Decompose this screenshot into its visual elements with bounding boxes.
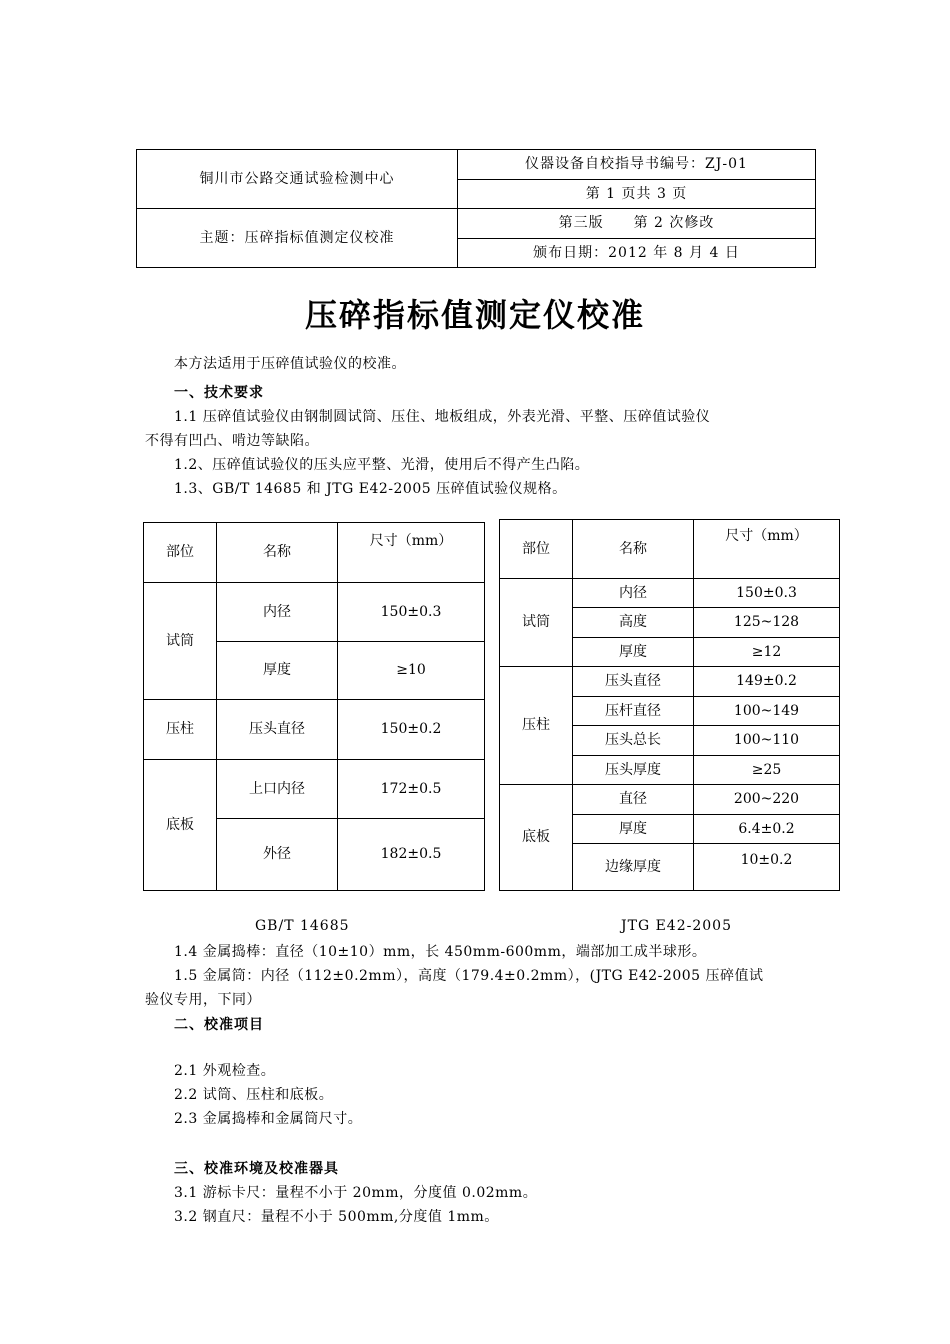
header-table <box>136 149 816 268</box>
page-title: 压碎指标值测定仪校准 <box>304 296 645 334</box>
section1-heading: 一、技术要求 <box>174 385 264 401</box>
table-name-cell: 压头直径 <box>573 667 694 697</box>
table-caption-jtg: JTG E42-2005 <box>621 918 732 934</box>
table-value-cell: 200~220 <box>694 785 840 815</box>
table-header-size: 尺寸（mm） <box>338 523 485 583</box>
table-name-cell: 压头厚度 <box>573 756 694 785</box>
table-part-cell: 底板 <box>500 785 573 891</box>
section3-item: 3.2 钢直尺：量程不小于 500mm,分度值 1mm。 <box>174 1209 499 1225</box>
table-value-cell: 150±0.3 <box>338 583 485 642</box>
table-value-cell: 100~110 <box>694 726 840 756</box>
section3-item: 3.1 游标卡尺：量程不小于 20mm，分度值 0.02mm。 <box>174 1185 538 1201</box>
table-name-cell: 直径 <box>573 785 694 815</box>
table-value-cell: ≥10 <box>338 642 485 700</box>
table-part-cell: 压柱 <box>144 700 217 760</box>
table-value-cell: 149±0.2 <box>694 667 840 697</box>
section2-item: 2.3 金属捣棒和金属筒尺寸。 <box>174 1111 363 1127</box>
table-part-cell: 压柱 <box>500 667 573 785</box>
table-header-name: 名称 <box>573 520 694 579</box>
table-header-name: 名称 <box>217 523 338 583</box>
table-name-cell: 厚度 <box>573 815 694 844</box>
table-part-cell: 试筒 <box>500 579 573 667</box>
table-name-cell: 外径 <box>217 819 338 891</box>
table-value-cell: 172±0.5 <box>338 760 485 819</box>
paragraph-1-5-cont: 验仪专用，下同） <box>145 992 261 1008</box>
table-part-cell: 试筒 <box>144 583 217 700</box>
version: 第三版 第 2 次修改 <box>458 209 816 239</box>
table-name-cell: 上口内径 <box>217 760 338 819</box>
table-value-cell: 182±0.5 <box>338 819 485 891</box>
table-name-cell: 压头总长 <box>573 726 694 756</box>
table-name-cell: 边缘厚度 <box>573 844 694 891</box>
section3-heading: 三、校准环境及校准器具 <box>174 1161 339 1177</box>
table-name-cell: 内径 <box>217 583 338 642</box>
table-value-cell: ≥12 <box>694 638 840 667</box>
org-name: 铜川市公路交通试验检测中心 <box>137 150 458 209</box>
section2-item: 2.2 试筒、压柱和底板。 <box>174 1087 334 1103</box>
table-value-cell: 100~149 <box>694 697 840 726</box>
subject: 主题：压碎指标值测定仪校准 <box>137 209 458 268</box>
paragraph-1-3: 1.3、GB/T 14685 和 JTG E42-2005 压碎值试验仪规格。 <box>174 481 567 497</box>
page-indicator: 第 1 页共 3 页 <box>458 180 816 209</box>
table-header-size: 尺寸（mm） <box>694 520 840 579</box>
table-value-cell: 150±0.2 <box>338 700 485 760</box>
doc-number: 仪器设备自校指导书编号：ZJ-01 <box>458 150 816 180</box>
table-header-part: 部位 <box>144 523 217 583</box>
paragraph-1-1-cont: 不得有凹凸、啃边等缺陷。 <box>145 433 319 449</box>
issue-date: 颁布日期：2012 年 8 月 4 日 <box>458 239 816 268</box>
section2-heading: 二、校准项目 <box>174 1017 264 1033</box>
table-name-cell: 厚度 <box>573 638 694 667</box>
table-name-cell: 厚度 <box>217 642 338 700</box>
table-caption-gbt: GB/T 14685 <box>255 918 350 934</box>
table-part-cell: 底板 <box>144 760 217 891</box>
table-value-cell: 6.4±0.2 <box>694 815 840 844</box>
table-name-cell: 压杆直径 <box>573 697 694 726</box>
table-value-cell: 125~128 <box>694 608 840 638</box>
table-value-cell: 10±0.2 <box>694 844 840 891</box>
paragraph-1-4: 1.4 金属捣棒：直径（10±10）mm，长 450mm-600mm，端部加工成半球形。 <box>174 944 707 960</box>
table-name-cell: 高度 <box>573 608 694 638</box>
table-value-cell: 150±0.3 <box>694 579 840 608</box>
spec-table-jtg <box>499 519 840 891</box>
paragraph-1-1: 1.1 压碎值试验仪由钢制圆试筒、压住、地板组成，外表光滑、平整、压碎值试验仪 <box>174 409 711 425</box>
intro-text: 本方法适用于压碎值试验仪的校准。 <box>174 356 406 372</box>
spec-table-gbt <box>143 522 485 891</box>
paragraph-1-2: 1.2、压碎值试验仪的压头应平整、光滑，使用后不得产生凸陷。 <box>174 457 590 473</box>
section2-item: 2.1 外观检查。 <box>174 1063 276 1079</box>
table-header-part: 部位 <box>500 520 573 579</box>
paragraph-1-5: 1.5 金属筒：内径（112±0.2mm），高度（179.4±0.2mm），(JTG E42-2005 压碎值试 <box>174 968 764 984</box>
table-name-cell: 内径 <box>573 579 694 608</box>
table-value-cell: ≥25 <box>694 756 840 785</box>
table-name-cell: 压头直径 <box>217 700 338 760</box>
